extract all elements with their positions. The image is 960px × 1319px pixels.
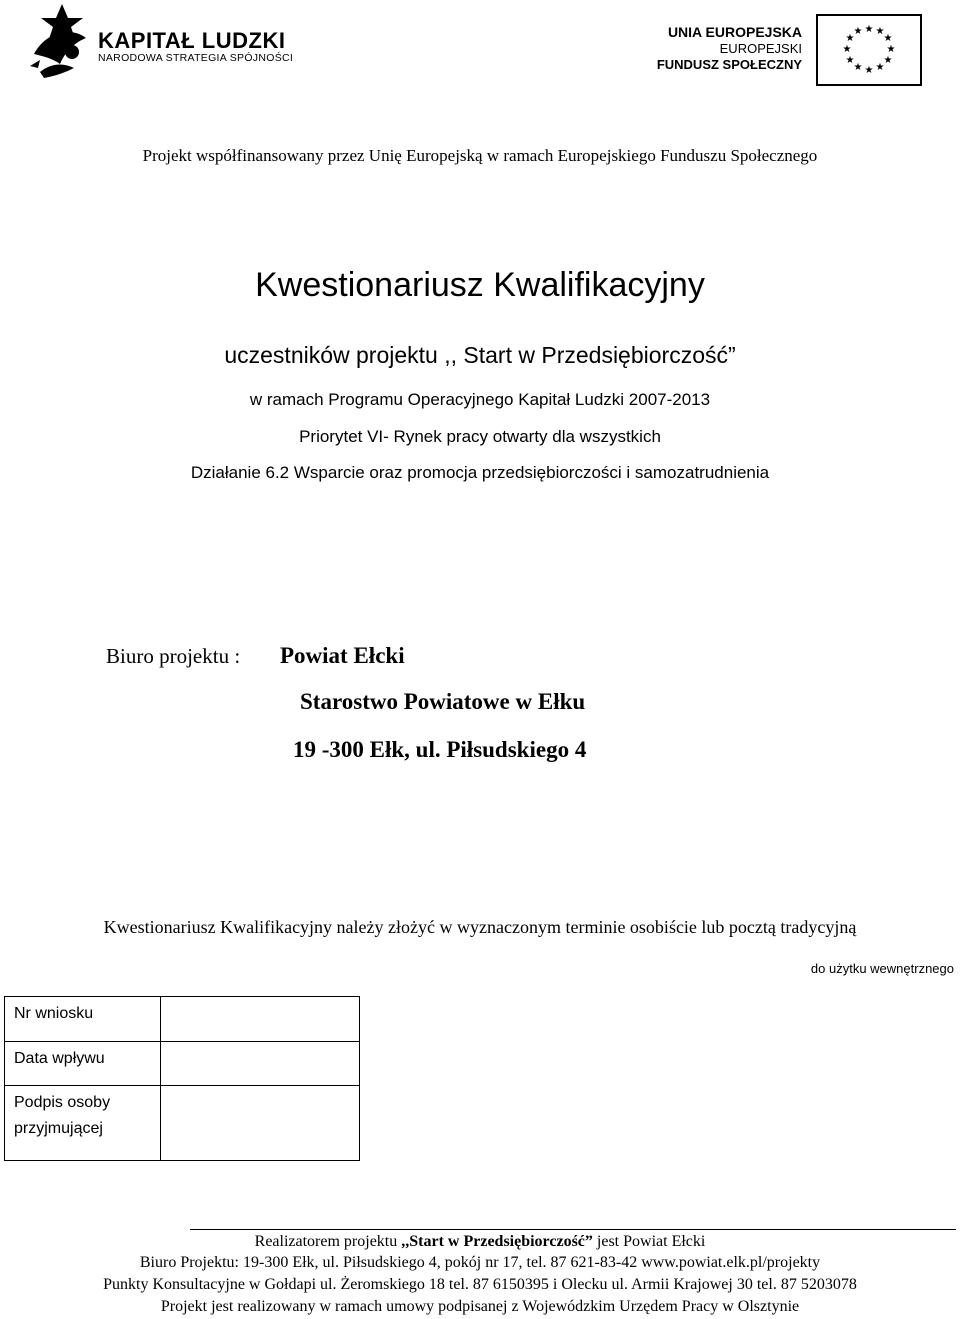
svg-text:★: ★ [845,33,855,44]
svg-text:★: ★ [864,24,874,35]
svg-text:★: ★ [886,44,896,55]
kapital-ludzki-subtitle: NARODOWA STRATEGIA SPÓJNOŚCI [98,52,294,64]
svg-text:★: ★ [875,62,885,73]
footer-line-2: Biuro Projektu: 19-300 Ełk, ul. Piłsudskiego 4, pokój nr 17, tel. 87 621-83-42 www.powiat.elk.pl/projekty [139,1254,821,1271]
kapital-ludzki-emblem-icon [26,2,98,84]
application-number-field[interactable] [161,997,360,1042]
form-label-receiver-signature: Podpis osoby przyjmującej [5,1086,161,1161]
office-address: 19 -300 Ełk, ul. Piłsudskiego 4 [293,737,587,762]
svg-text:★: ★ [845,55,855,66]
table-row [5,997,360,1042]
form-label-application-number: Nr wniosku [5,997,161,1042]
footer-line-4: Projekt jest realizowany w ramach umowy podpisanej z Wojewódzkim Urzędem Pracy w Olsztynie [160,1298,800,1315]
kapital-ludzki-logo [26,2,294,84]
office-institution: Starostwo Powiatowe w Ełku [300,689,586,714]
footer-project-name: ,,Start w Przedsiębiorczość” [401,1233,593,1250]
eu-logo-line3: FUNDUSZ SPOŁECZNY [656,57,802,72]
eu-logo-line1: UNIA EUROPEJSKA [667,24,802,40]
submission-note: Kwestionariusz Kwalifikacyjny należy złożyć w wyznaczonym terminie osobiście lub pocztą tradycyjną [103,917,857,937]
table-row [5,1042,360,1086]
svg-text:★: ★ [853,62,863,73]
eu-logo-line2: EUROPEJSKI [719,41,802,56]
eu-logo-text [657,24,802,73]
table-row [5,1086,360,1161]
footer-divider [190,1229,956,1230]
document-title: Kwestionariusz Kwalifikacyjny [255,266,705,304]
svg-text:★: ★ [864,65,874,76]
office-label: Biuro projektu : [106,644,241,668]
receipt-date-field[interactable] [161,1042,360,1086]
priority-line: Priorytet VI- Rynek pracy otwarty dla wszystkich [299,427,661,446]
footer-line-1 [0,1231,960,1252]
svg-text:★: ★ [853,26,863,37]
kapital-ludzki-name: KAPITAŁ LUDZKI [98,28,286,53]
svg-text:★: ★ [883,55,893,66]
form-label-receipt-date: Data wpływu [5,1042,161,1086]
svg-text:★: ★ [842,44,852,55]
cofinancing-statement: Projekt współfinansowany przez Unię Europejską w ramach Europejskiego Funduszu Społecznego [142,146,818,165]
footer-suffix: jest Powiat Ełcki [592,1233,706,1250]
internal-use-label: do użytku wewnętrznego [810,961,954,976]
document-subtitle: uczestników projektu ,, Start w Przedsiębiorczość” [224,342,736,368]
footer-line-3: Punkty Konsultacyjne w Gołdapi ul. Żeromskiego 18 tel. 87 6150395 i Olecku ul. Armii Krajowej 30 tel. 87 5203078 [103,1276,857,1293]
eu-flag-icon [816,14,922,86]
intake-form-table [4,996,360,1161]
footer-prefix: Realizatorem projektu [254,1233,402,1250]
svg-text:★: ★ [875,26,885,37]
svg-text:★: ★ [883,33,893,44]
office-name: Powiat Ełcki [280,643,405,668]
program-line: w ramach Programu Operacyjnego Kapitał Ludzki 2007-2013 [249,390,711,409]
measure-line: Działanie 6.2 Wsparcie oraz promocja przedsiębiorczości i samozatrudnienia [190,463,770,482]
receiver-signature-field[interactable] [161,1086,360,1161]
